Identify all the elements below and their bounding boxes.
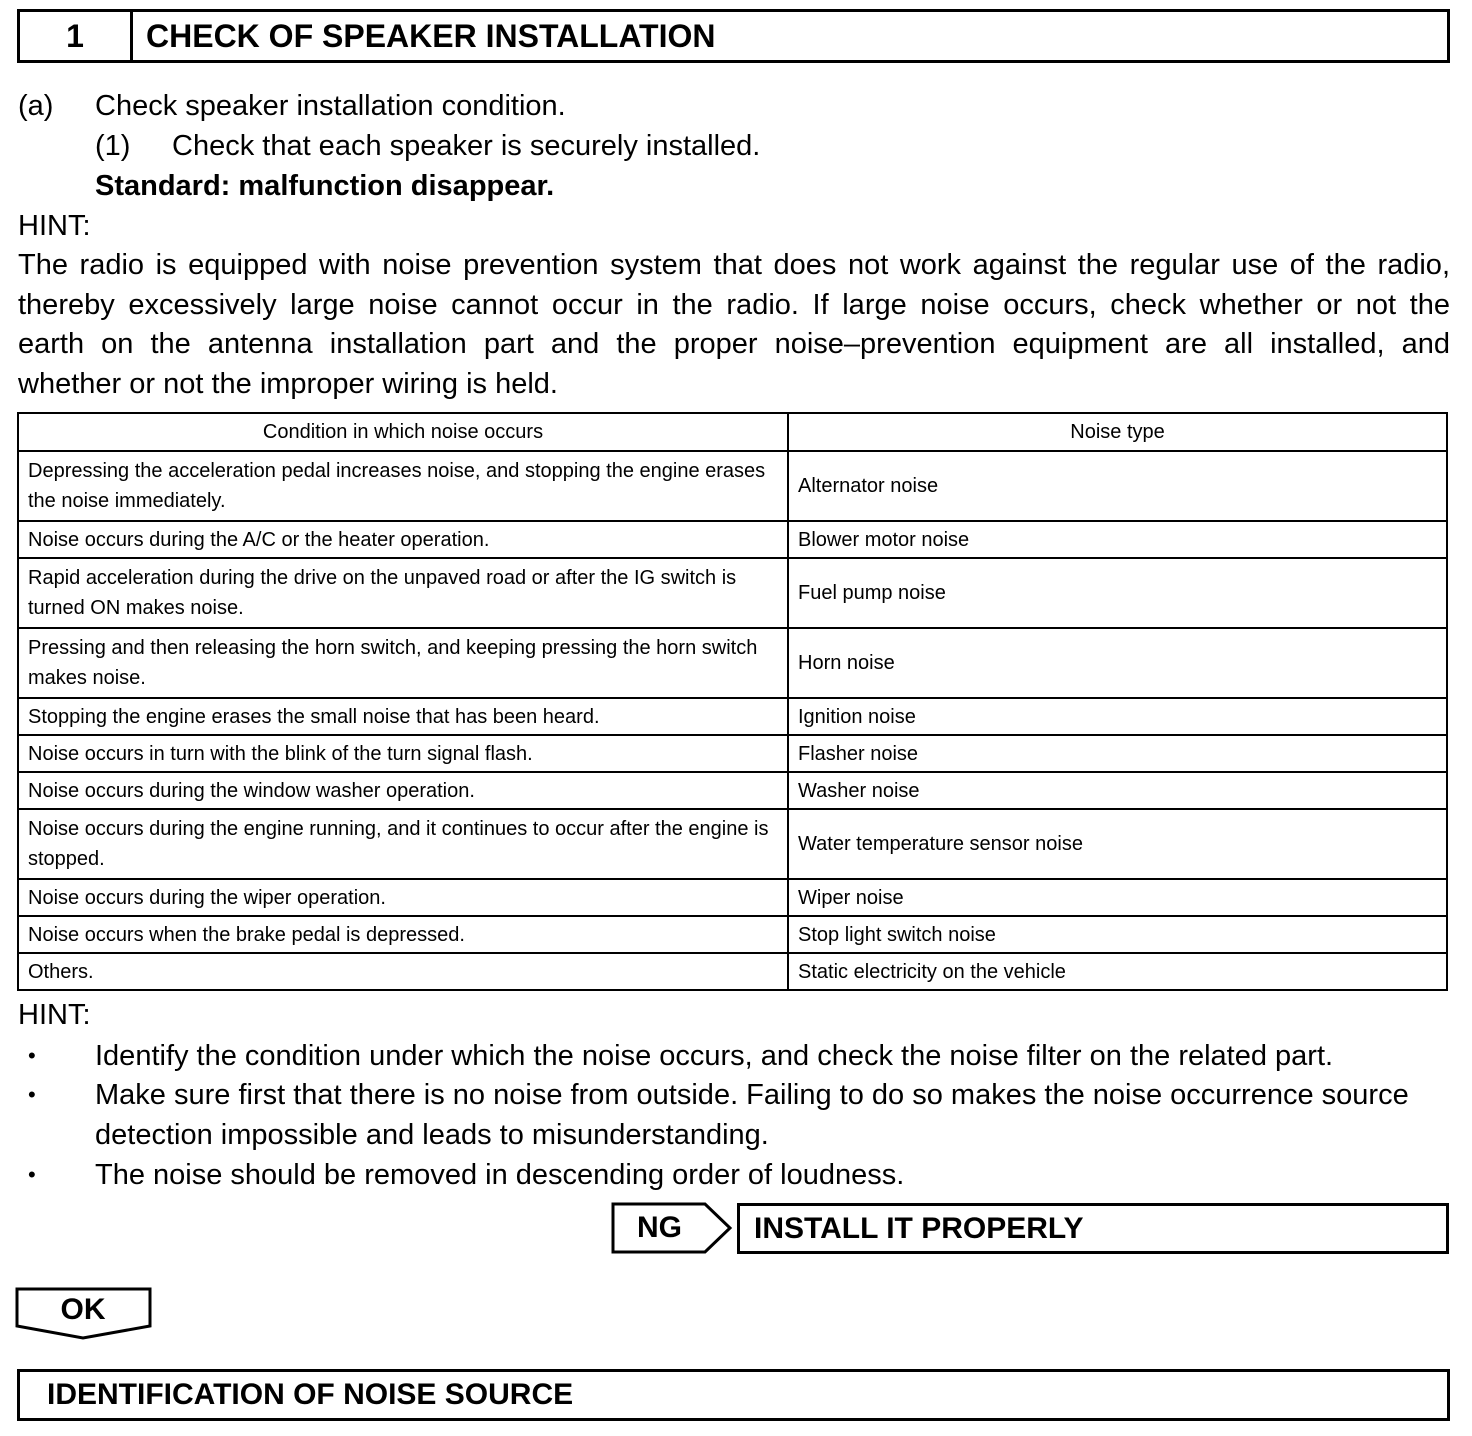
ng-action-box: [737, 1203, 1449, 1254]
check-item-marker: (a): [18, 90, 54, 122]
standard-text: Standard: malfunction disappear.: [95, 170, 555, 202]
table-header-row: [18, 413, 1447, 451]
condition-cell: Noise occurs when the brake pedal is depressed.: [18, 916, 788, 953]
hint-paragraph-line: thereby excessively large noise cannot occur in the radio. If large noise occurs, check whether or not the: [18, 288, 1450, 321]
hint-paragraph-line: whether or not the improper wiring is held.: [18, 367, 558, 400]
noise-type-cell: Alternator noise: [788, 451, 1447, 521]
step-number: 1: [20, 12, 133, 60]
table-row: [18, 698, 1447, 735]
noise-condition-table: [17, 412, 1448, 991]
next-step-header: [17, 1369, 1450, 1421]
noise-type-cell: Ignition noise: [788, 698, 1447, 735]
table-row: [18, 916, 1447, 953]
noise-type-cell: Static electricity on the vehicle: [788, 953, 1447, 990]
hint-bullet-text: Make sure first that there is no noise from outside. Failing to do so makes the noise occurrence source: [95, 1079, 1409, 1111]
condition-cell: Noise occurs during the engine running, and it continues to occur after the engine is stopped.: [18, 809, 788, 879]
column-header-noise-type: Noise type: [788, 413, 1447, 451]
table-row: [18, 879, 1447, 916]
noise-type-cell: Fuel pump noise: [788, 558, 1447, 628]
table-row: [18, 451, 1447, 521]
check-sub-marker: (1): [95, 130, 131, 162]
noise-type-cell: Flasher noise: [788, 735, 1447, 772]
condition-cell: Rapid acceleration during the drive on the unpaved road or after the IG switch is turned ON makes noise.: [18, 558, 788, 628]
condition-cell: Noise occurs during the window washer operation.: [18, 772, 788, 809]
hint-bullet-text: The noise should be removed in descending order of loudness.: [95, 1159, 905, 1191]
table-row: [18, 809, 1447, 879]
check-sub-text: Check that each speaker is securely installed.: [172, 130, 761, 162]
condition-cell: Stopping the engine erases the small noise that has been heard.: [18, 698, 788, 735]
condition-cell: Pressing and then releasing the horn switch, and keeping pressing the horn switch makes noise.: [18, 628, 788, 698]
column-header-condition: Condition in which noise occurs: [18, 413, 788, 451]
bullet-icon: •: [28, 1082, 36, 1107]
next-step-title: IDENTIFICATION OF NOISE SOURCE: [47, 1378, 574, 1411]
hint-bullet-text: Identify the condition under which the noise occurs, and check the noise filter on the related part.: [95, 1040, 1334, 1072]
noise-type-cell: Blower motor noise: [788, 521, 1447, 558]
table-row: [18, 558, 1447, 628]
hint-paragraph: [18, 246, 1450, 404]
condition-cell: Depressing the acceleration pedal increases noise, and stopping the engine erases the noise immediately.: [18, 451, 788, 521]
bullet-icon: •: [28, 1043, 36, 1068]
hint-paragraph-line: earth on the antenna installation part and the proper noise–prevention equipment are all installed, and: [18, 328, 1450, 361]
condition-cell: Noise occurs in turn with the blink of the turn signal flash.: [18, 735, 788, 772]
condition-cell: Others.: [18, 953, 788, 990]
ng-label: NG: [637, 1211, 682, 1244]
table-row: [18, 521, 1447, 558]
condition-cell: Noise occurs during the A/C or the heater operation.: [18, 521, 788, 558]
hint-paragraph-line: The radio is equipped with noise prevention system that does not work against the regular use of the radio,: [18, 249, 1450, 281]
noise-type-cell: Wiper noise: [788, 879, 1447, 916]
bullet-icon: •: [28, 1162, 36, 1187]
hint-bullet-text: detection impossible and leads to misunderstanding.: [95, 1119, 769, 1151]
step-title: CHECK OF SPEAKER INSTALLATION: [146, 17, 716, 54]
noise-type-cell: Washer noise: [788, 772, 1447, 809]
step-header: [17, 9, 1450, 63]
hint-label: HINT:: [18, 999, 91, 1031]
noise-type-cell: Water temperature sensor noise: [788, 809, 1447, 879]
noise-type-cell: Horn noise: [788, 628, 1447, 698]
condition-cell: Noise occurs during the wiper operation.: [18, 879, 788, 916]
table-row: [18, 735, 1447, 772]
ng-action-label: INSTALL IT PROPERLY: [754, 1211, 1084, 1245]
hint-label: HINT:: [18, 210, 91, 242]
check-item-text: Check speaker installation condition.: [95, 90, 566, 122]
table-row: [18, 628, 1447, 698]
table-row: [18, 953, 1447, 990]
noise-type-cell: Stop light switch noise: [788, 916, 1447, 953]
ok-label: OK: [60, 1293, 106, 1326]
table-row: [18, 772, 1447, 809]
